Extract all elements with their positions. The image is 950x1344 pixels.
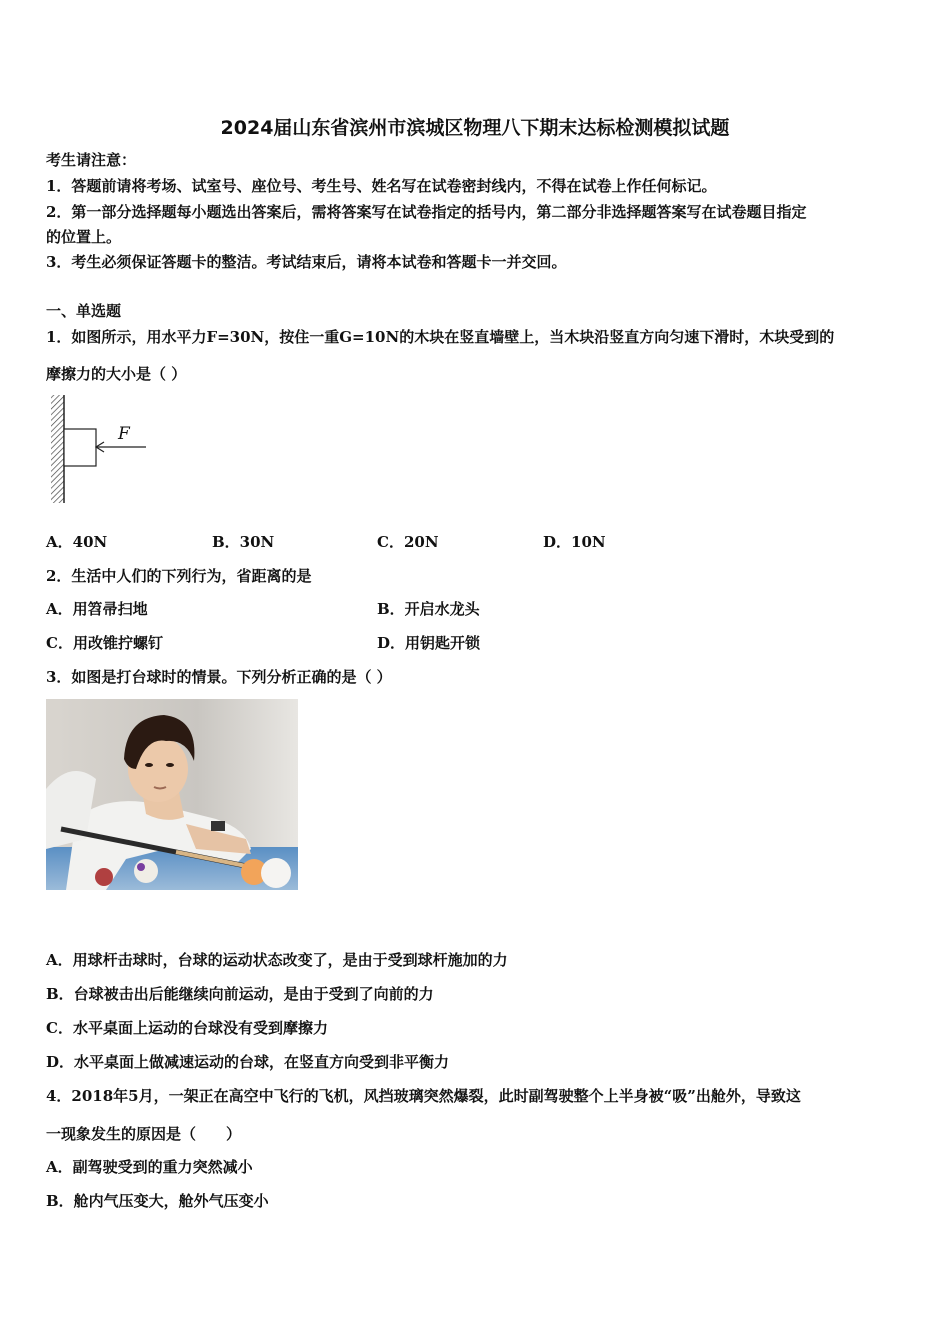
notice-heading: 考生请注意： <box>46 151 137 169</box>
notice-item-2-cont: 的位置上。 <box>46 228 122 246</box>
q2-option-a: A．用笤帚扫地 <box>46 600 148 618</box>
q1-option-c: C．20N <box>377 533 439 551</box>
q1-stem-line1: 1．如图所示，用水平力F=30N，按住一重G=10N的木块在竖直墙壁上，当木块沿竖直方向匀速下滑时，木块受到的 <box>46 328 835 346</box>
billiards-photo <box>46 699 298 890</box>
notice-item-3: 3．考生必须保证答题卡的整洁。考试结束后，请将本试卷和答题卡一并交回。 <box>46 253 567 271</box>
q1-figure <box>44 393 154 505</box>
q2-option-c: C．用改锥拧螺钉 <box>46 634 163 652</box>
q2-stem: 2．生活中人们的下列行为，省距离的是 <box>46 567 312 585</box>
q3-stem: 3．如图是打台球时的情景。下列分析正确的是（ ） <box>46 668 392 686</box>
q4-option-a: A．副驾驶受到的重力突然减小 <box>46 1158 253 1176</box>
notice-item-2: 2．第一部分选择题每小题选出答案后，需将答案写在试卷指定的括号内，第二部分非选择题答案写在试卷题目指定 <box>46 203 807 221</box>
q1-option-d: D．10N <box>543 533 606 551</box>
q1-figure-label: F <box>118 424 130 444</box>
q1-option-b: B．30N <box>212 533 275 551</box>
q4-stem-line1: 4．2018年5月，一架正在高空中飞行的飞机，风挡玻璃突然爆裂，此时副驾驶整个上半身被“吸”出舱外，导致这 <box>46 1087 801 1105</box>
q1-option-a: A．40N <box>46 533 108 551</box>
q4-stem-line2: 一现象发生的原因是（ ） <box>46 1125 242 1143</box>
section-heading: 一、单选题 <box>46 302 122 320</box>
notice-item-1: 1．答题前请将考场、试室号、座位号、考生号、姓名写在试卷密封线内，不得在试卷上作任何标记。 <box>46 177 717 195</box>
q1-stem-line2: 摩擦力的大小是（ ） <box>46 365 187 383</box>
q3-option-b: B．台球被击出后能继续向前运动，是由于受到了向前的力 <box>46 985 434 1003</box>
q3-option-c: C．水平桌面上运动的台球没有受到摩擦力 <box>46 1019 328 1037</box>
q3-option-d: D．水平桌面上做减速运动的台球，在竖直方向受到非平衡力 <box>46 1053 450 1071</box>
wood-block <box>64 429 96 466</box>
q2-option-d: D．用钥匙开锁 <box>377 634 481 652</box>
q3-option-a: A．用球杆击球时，台球的运动状态改变了，是由于受到球杆施加的力 <box>46 951 508 969</box>
q4-option-b: B．舱内气压变大，舱外气压变小 <box>46 1192 269 1210</box>
exam-title: 2024届山东省滨州市滨城区物理八下期末达标检测模拟试题 <box>220 117 730 139</box>
wall-hatch <box>51 395 64 503</box>
q2-option-b: B．开启水龙头 <box>377 600 480 618</box>
